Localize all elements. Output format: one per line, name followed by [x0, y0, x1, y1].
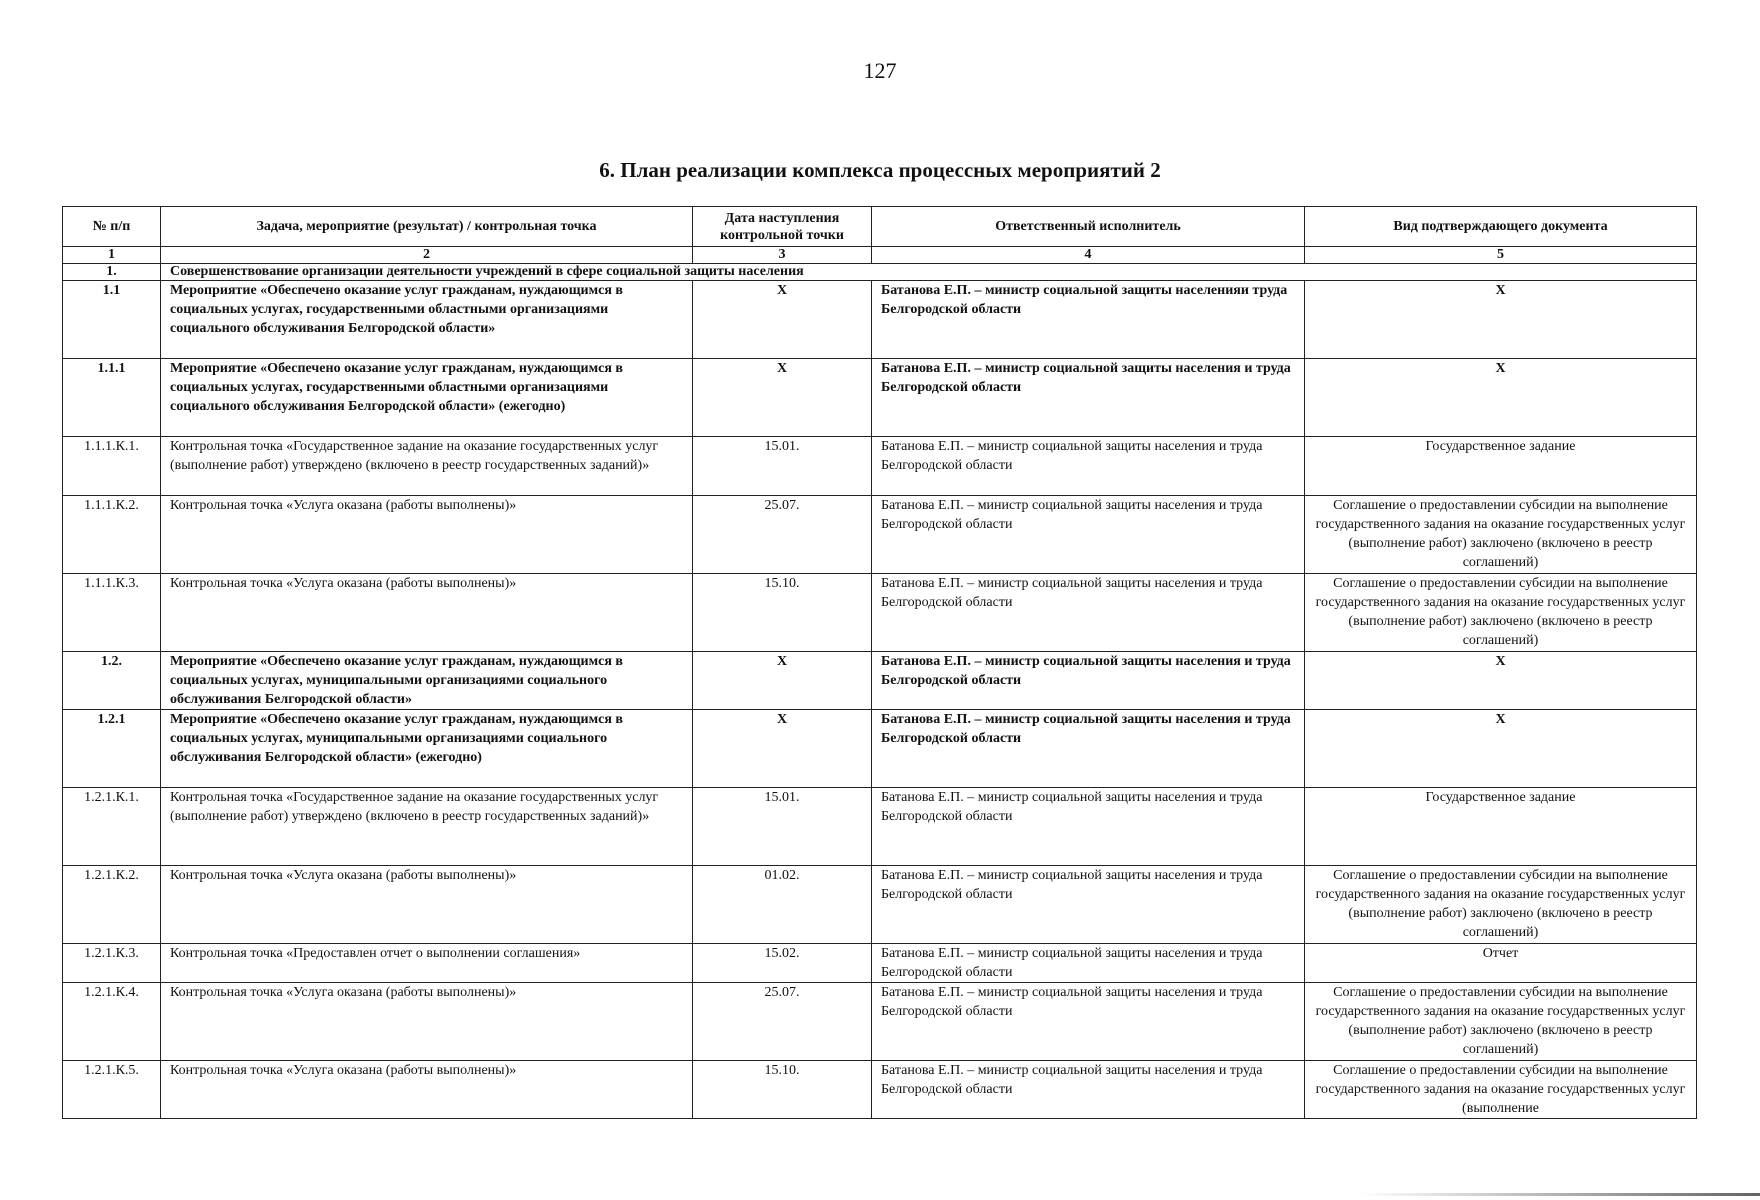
- row-executor: Батанова Е.П. – министр социальной защиты населения и труда Белгородской области: [872, 866, 1305, 944]
- row-number: 1.2.1.К.2.: [63, 866, 161, 944]
- row-task: Контрольная точка «Услуга оказана (работы выполнены)»: [161, 983, 693, 1061]
- row-document: X: [1305, 652, 1697, 710]
- row-executor: Батанова Е.П. – министр социальной защиты населения и труда Белгородской области: [872, 652, 1305, 710]
- row-number: 1.2.1.К.4.: [63, 983, 161, 1061]
- table-row: [63, 1061, 1697, 1119]
- table-row: [63, 359, 1697, 437]
- scan-artifact-line: [1360, 1193, 1760, 1196]
- row-date: X: [693, 652, 872, 710]
- column-number: 2: [161, 247, 693, 264]
- row-document: Соглашение о предоставлении субсидии на выполнение государственного задания на оказание государственных услуг (выполнение: [1305, 1061, 1697, 1119]
- row-date: X: [693, 710, 872, 788]
- table-header-row: [63, 207, 1697, 247]
- table-row: [63, 652, 1697, 710]
- column-number: 3: [693, 247, 872, 264]
- row-document: X: [1305, 281, 1697, 359]
- row-date: 15.01.: [693, 437, 872, 496]
- row-document: Соглашение о предоставлении субсидии на выполнение государственного задания на оказание государственных услуг (выполнение работ) заключено (включено в реестр соглашений): [1305, 866, 1697, 944]
- row-task: Мероприятие «Обеспечено оказание услуг гражданам, нуждающимся в социальных услугах, муниципальными организациями социального обслуживания Белгородской области»: [161, 652, 693, 710]
- row-document: Государственное задание: [1305, 437, 1697, 496]
- row-number: 1.2.1.К.3.: [63, 944, 161, 983]
- row-date: 15.02.: [693, 944, 872, 983]
- row-executor: Батанова Е.П. – министр социальной защиты населения и труда Белгородской области: [872, 496, 1305, 574]
- row-executor: Батанова Е.П. – министр социальной защиты населенияи труда Белгородской области: [872, 281, 1305, 359]
- column-number: 1: [63, 247, 161, 264]
- table-row: [63, 788, 1697, 866]
- table-row: [63, 944, 1697, 983]
- page-title: 6. План реализации комплекса процессных мероприятий 2: [599, 158, 1161, 182]
- column-number-row: [63, 247, 1697, 264]
- row-number: 1.1.1: [63, 359, 161, 437]
- row-executor: Батанова Е.П. – министр социальной защиты населения и труда Белгородской области: [872, 944, 1305, 983]
- row-task: Контрольная точка «Услуга оказана (работы выполнены)»: [161, 866, 693, 944]
- row-number: 1.1.1.К.2.: [63, 496, 161, 574]
- row-executor: Батанова Е.П. – министр социальной защиты населения и труда Белгородской области: [872, 359, 1305, 437]
- header-task: Задача, мероприятие (результат) / контрольная точка: [161, 207, 693, 247]
- row-task: Контрольная точка «Государственное задание на оказание государственных услуг (выполнение работ) утверждено (включено в реестр государственных заданий)»: [161, 437, 693, 496]
- row-date: 25.07.: [693, 496, 872, 574]
- row-number: 1.2.: [63, 652, 161, 710]
- row-executor: Батанова Е.П. – министр социальной защиты населения и труда Белгородской области: [872, 574, 1305, 652]
- row-number: 1.2.1: [63, 710, 161, 788]
- row-date: 01.02.: [693, 866, 872, 944]
- row-executor: Батанова Е.П. – министр социальной защиты населения и труда Белгородской области: [872, 983, 1305, 1061]
- header-date: Дата наступления контрольной точки: [693, 207, 872, 247]
- row-task: Мероприятие «Обеспечено оказание услуг гражданам, нуждающимся в социальных услугах, государственными областными организациями социального обслуживания Белгородской области»: [161, 281, 693, 359]
- page-number: 127: [863, 58, 897, 83]
- row-executor: Батанова Е.П. – министр социальной защиты населения и труда Белгородской области: [872, 437, 1305, 496]
- table-row: [63, 281, 1697, 359]
- row-number: 1.1.1.К.1.: [63, 437, 161, 496]
- row-task: Контрольная точка «Услуга оказана (работы выполнены)»: [161, 496, 693, 574]
- row-number: 1.2.1.К.1.: [63, 788, 161, 866]
- row-task: Мероприятие «Обеспечено оказание услуг гражданам, нуждающимся в социальных услугах, государственными областными организациями социального обслуживания Белгородской области» (ежегодно): [161, 359, 693, 437]
- section-number: 1.: [63, 264, 161, 281]
- row-executor: Батанова Е.П. – министр социальной защиты населения и труда Белгородской области: [872, 788, 1305, 866]
- row-date: 15.10.: [693, 1061, 872, 1119]
- header-document: Вид подтверждающего документа: [1305, 207, 1697, 247]
- table-row: [63, 866, 1697, 944]
- row-task: Контрольная точка «Предоставлен отчет о выполнении соглашения»: [161, 944, 693, 983]
- row-task: Контрольная точка «Государственное задание на оказание государственных услуг (выполнение работ) утверждено (включено в реестр государственных заданий)»: [161, 788, 693, 866]
- row-task: Контрольная точка «Услуга оказана (работы выполнены)»: [161, 574, 693, 652]
- row-document: Соглашение о предоставлении субсидии на выполнение государственного задания на оказание государственных услуг (выполнение работ) заключено (включено в реестр соглашений): [1305, 496, 1697, 574]
- section-row: [63, 264, 1697, 281]
- table-row: [63, 710, 1697, 788]
- table-row: [63, 437, 1697, 496]
- row-document: Отчет: [1305, 944, 1697, 983]
- row-executor: Батанова Е.П. – министр социальной защиты населения и труда Белгородской области: [872, 1061, 1305, 1119]
- row-document: Соглашение о предоставлении субсидии на выполнение государственного задания на оказание государственных услуг (выполнение работ) заключено (включено в реестр соглашений): [1305, 983, 1697, 1061]
- row-date: 15.10.: [693, 574, 872, 652]
- row-date: X: [693, 359, 872, 437]
- header-number: № п/п: [63, 207, 161, 247]
- section-title: Совершенствование организации деятельности учреждений в сфере социальной защиты населения: [161, 264, 1697, 281]
- row-date: 15.01.: [693, 788, 872, 866]
- row-document: X: [1305, 359, 1697, 437]
- table-row: [63, 574, 1697, 652]
- row-number: 1.1: [63, 281, 161, 359]
- row-number: 1.1.1.К.3.: [63, 574, 161, 652]
- table-row: [63, 983, 1697, 1061]
- row-date: 25.07.: [693, 983, 872, 1061]
- row-document: Государственное задание: [1305, 788, 1697, 866]
- table-row: [63, 496, 1697, 574]
- row-task: Мероприятие «Обеспечено оказание услуг гражданам, нуждающимся в социальных услугах, муниципальными организациями социального обслуживания Белгородской области» (ежегодно): [161, 710, 693, 788]
- row-document: Соглашение о предоставлении субсидии на выполнение государственного задания на оказание государственных услуг (выполнение работ) заключено (включено в реестр соглашений): [1305, 574, 1697, 652]
- row-date: X: [693, 281, 872, 359]
- row-task: Контрольная точка «Услуга оказана (работы выполнены)»: [161, 1061, 693, 1119]
- row-executor: Батанова Е.П. – министр социальной защиты населения и труда Белгородской области: [872, 710, 1305, 788]
- row-document: X: [1305, 710, 1697, 788]
- column-number: 4: [872, 247, 1305, 264]
- plan-table: [62, 206, 1697, 1119]
- row-number: 1.2.1.К.5.: [63, 1061, 161, 1119]
- header-executor: Ответственный исполнитель: [872, 207, 1305, 247]
- column-number: 5: [1305, 247, 1697, 264]
